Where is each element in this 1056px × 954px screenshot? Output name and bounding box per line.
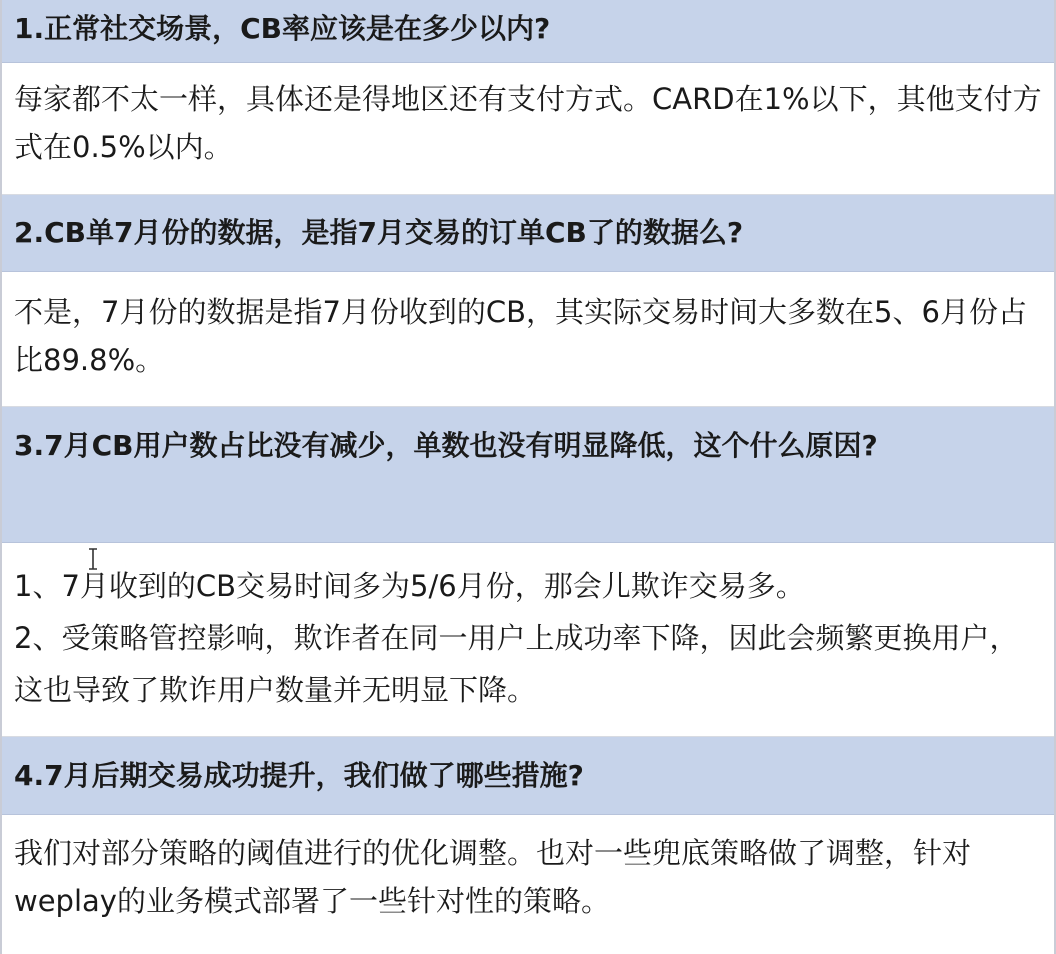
faq-question-4: 4.7月后期交易成功提升，我们做了哪些措施?	[2, 737, 1054, 815]
faq-answer-4	[2, 815, 1054, 954]
faq-question-3: 3.7月CB用户数占比没有减少，单数也没有明显降低，这个什么原因?	[2, 407, 1054, 543]
faq-answer-3-line-2: 2、受策略管控影响，欺诈者在同一用户上成功率下降，因此会频繁更换用户，这也导致了欺诈用户数量并无明显下降。	[14, 621, 1019, 707]
faq-answer-1	[2, 63, 1054, 195]
faq-answer-4-line-1: 我们对部分策略的阈值进行的优化调整。也对一些兜底策略做了调整，针对weplay的业务模式部署了一些针对性的策略。	[14, 836, 972, 918]
faq-answer-2-line-1: 不是，7月份的数据是指7月份收到的CB，其实际交易时间大多数在5、6月份占比89.8%。	[14, 295, 1027, 377]
faq-question-2: 2.CB单7月份的数据，是指7月交易的订单CB了的数据么?	[2, 195, 1054, 272]
faq-answer-3-line-1: 1、7月收到的CB交易时间多为5/6月份，那会儿欺诈交易多。	[14, 569, 805, 603]
faq-answer-2	[2, 272, 1054, 407]
text-cursor-icon	[88, 548, 98, 570]
faq-answer-3	[2, 543, 1054, 737]
faq-question-1: 1.正常社交场景，CB率应该是在多少以内?	[2, 0, 1054, 63]
faq-answer-1-line-1: 每家都不太一样，具体还是得地区还有支付方式。CARD在1%以下，其他支付方式在0.5%以内。	[14, 82, 1042, 164]
